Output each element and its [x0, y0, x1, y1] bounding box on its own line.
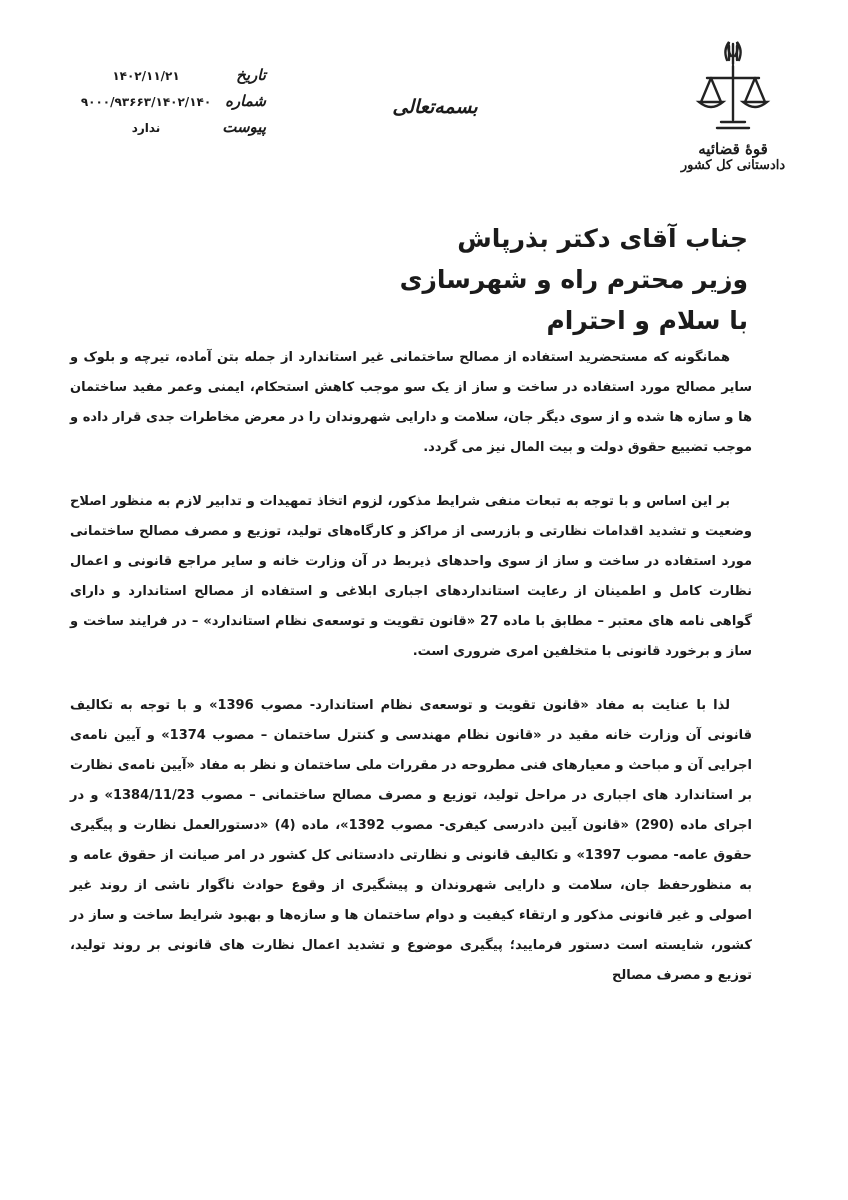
attachment-row [66, 118, 266, 144]
addressee-block [400, 218, 748, 341]
department-name: دادستانی کل کشور [680, 158, 786, 173]
date-row [66, 66, 266, 92]
letter-meta [66, 66, 266, 144]
body-paragraph-1: همانگونه که مستحضرید استفاده از مصالح ساختمانی غیر استاندارد از جمله بتن آماده، تیرچه و بلوک و سایر مصالح مورد استفاده در ساخت و ساز از یک سو موجب کاهش استحکام، ایمنی وعمر مفید ساختمان ها و سازه ها شده و از سوی دیگر جان، سلامت و دارایی شهروندان را در معرض مخاطرات جدی قرار داده و موجب تضییع حقوق دولت و بیت المال نیز می گردد. [70, 350, 752, 455]
invocation-text: بسمه‌تعالی [392, 96, 478, 118]
date-value: ۱۴۰۲/۱۱/۲۱ [112, 69, 180, 83]
letter-body [70, 343, 752, 991]
date-label: تاریخ [236, 66, 266, 84]
attachment-label: پیوست [222, 118, 266, 136]
org-name: قوهٔ قضائیه [698, 140, 768, 158]
body-paragraph-2: بر این اساس و با توجه به تبعات منفی شرایط مذکور، لزوم اتخاذ تمهیدات و تدابیر لازم به منظور اصلاح وضعیت و تشدید اقدامات نظارتی و بازرسی از مراکز و کارگاه‌های تولید، توزیع و مصرف مصالح ساختمانی مورد استفاده در ساخت و ساز از سوی واحدهای ذیربط در آن وزارت خانه و سایر مراجع قانونی و اعمال نظارت کامل و اطمینان از رعایت استانداردهای اجباری ابلاغی و استفاده از مصالح استاندارد و دارای گواهی نامه های معتبر – مطابق با ماده 27 «قانون تقویت و توسعه‌ی نظام استاندارد» – در فرایند ساخت و ساز و برخورد قانونی با متخلفین امری ضروری است. [70, 494, 752, 659]
judiciary-emblem-block [658, 38, 808, 173]
number-row [66, 92, 266, 118]
body-paragraph-3: لذا با عنایت به مفاد «قانون تقویت و توسعه‌ی نظام استاندارد- مصوب 1396» و با توجه به تکالیف قانونی آن وزارت خانه مقید در «قانون نظام مهندسی و کنترل ساختمان – مصوب 1374» و آیین نامه‌ی اجرایی آن و مباحث و معیارهای فنی مطروحه در مقررات ملی ساختمان و نظر به مفاد «آیین نامه‌ی نظارت بر استاندارد های اجباری در مراحل تولید، توزیع و مصرف مصالح ساختمانی – مصوب 1384/11/23» و در اجرای ماده (290) «قانون آیین دادرسی کیفری- مصوب 1392»، ماده (4) «دستورالعمل نظارت و پیگیری حقوق عامه- مصوب 1397» و تکالیف قانونی و نظارتی دادستانی کل کشور در امر صیانت از حقوق عامه و به منظورحفظ جان، سلامت و دارایی شهروندان و پیشگیری از وقوع حوادث ناگوار ناشی از روند غیر اصولی و غیر قانونی مذکور و ارتقاء کیفیت و دوام ساختمان ها و سازه‌ها و بهبود شرایط ساخت و ساز در کشور، شایسته است دستور فرمایید؛ پیگیری موضوع و تشدید اعمال نظارت های قانونی بر روند تولید، توزیع و مصرف مصالح [70, 698, 752, 983]
attachment-value: ندارد [131, 121, 161, 135]
scales-of-justice-icon [693, 38, 773, 138]
addressee-title: وزیر محترم راه و شهرسازی [399, 265, 748, 294]
addressee-name: جناب آقای دکتر بذرپاش [457, 224, 748, 253]
greeting: با سلام و احترام [546, 306, 748, 335]
number-label: شماره [225, 92, 266, 110]
number-value: ۹۰۰۰/۹۳۶۶۳/۱۴۰۲/۱۴۰ [80, 95, 212, 109]
